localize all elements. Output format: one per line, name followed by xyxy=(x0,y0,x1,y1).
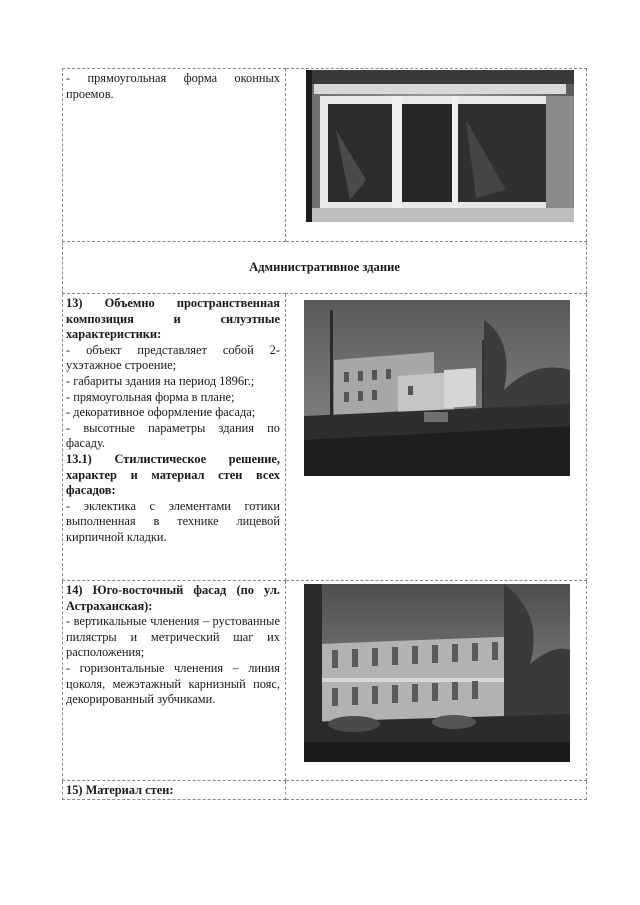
text-cell xyxy=(63,581,286,781)
style-subtitle: 13.1) Стилистическое решение, характер и материал стен всех фасадов: xyxy=(66,451,280,498)
table-row xyxy=(63,294,587,581)
table-row xyxy=(63,69,587,242)
volume-title: 13) Объемно пространственная композиция и силуэтные характеристики: xyxy=(66,296,280,342)
text-cell xyxy=(63,69,286,242)
image-cell xyxy=(286,781,587,800)
building-street-photo xyxy=(304,300,586,476)
building-features-table xyxy=(62,68,587,800)
facade-item: - горизонтальные членения – линия цоколя, межэтажный карнизный пояс, декорированный зубчиками. xyxy=(66,660,280,707)
section-heading: Административное здание xyxy=(63,242,587,294)
style-text: - эклектика с элементами готики выполненная в технике лицевой кирпичной кладки. xyxy=(66,498,280,544)
table-row xyxy=(63,242,587,294)
text-cell xyxy=(63,294,286,581)
image-cell xyxy=(286,69,587,242)
text-cell xyxy=(63,781,286,800)
image-cell xyxy=(286,581,587,781)
facade-item: - вертикальные членения – рустованные пилястры и метрический шаг их расположения; xyxy=(66,614,280,660)
window-photo xyxy=(306,70,586,222)
table-row xyxy=(63,581,587,781)
table-row xyxy=(63,781,587,800)
volume-item: - высотные параметры здания по фасаду. xyxy=(66,420,280,451)
facade-photo xyxy=(304,584,586,762)
volume-item: - габариты здания на период 1896г.; xyxy=(66,373,255,388)
facade-title: 14) Юго-восточный фасад (по ул. Астраханская): xyxy=(66,583,280,613)
windows-text: - прямоугольная форма оконных проемов. xyxy=(66,71,280,101)
volume-item: - декоративное оформление фасада; xyxy=(66,405,256,420)
volume-item: - объект представляет собой 2-ухэтажное строение; xyxy=(66,342,280,373)
image-cell xyxy=(286,294,587,581)
volume-item: - прямоугольная форма в плане; xyxy=(66,389,235,404)
walls-title: 15) Материал стен: xyxy=(66,783,174,797)
